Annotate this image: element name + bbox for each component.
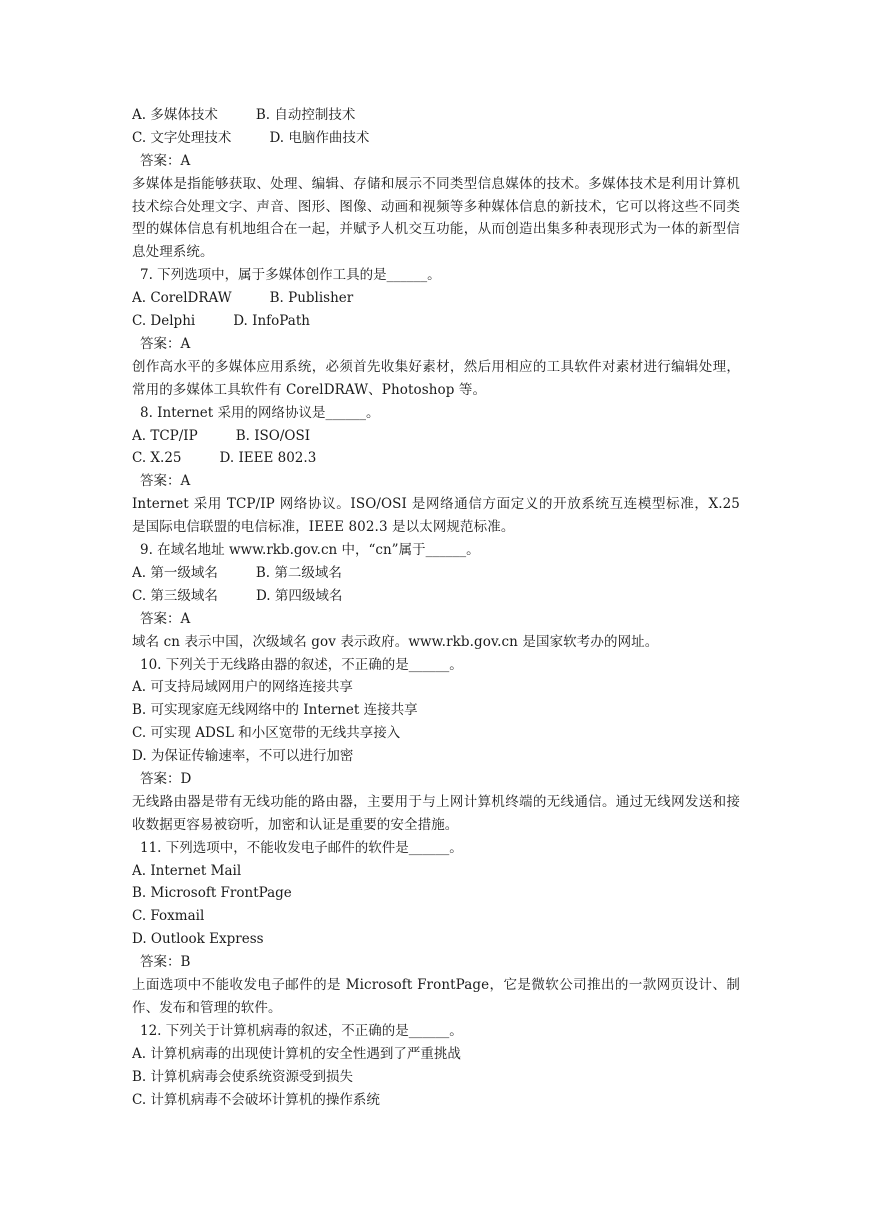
- option-text: B. Publisher: [269, 290, 354, 307]
- option-text: A. CorelDRAW: [132, 290, 232, 307]
- option-text: C. 文字处理技术: [132, 129, 232, 146]
- option-row: [132, 447, 809, 470]
- question-text: 7. 下列选项中，属于多媒体创作工具的是______。: [140, 267, 441, 284]
- option-text: D. IEEE 802.3: [219, 450, 317, 467]
- option-text: C. Foxmail: [132, 908, 205, 925]
- option-text: B. ISO/OSI: [235, 427, 311, 444]
- option-row: [132, 310, 809, 333]
- option-row: [132, 104, 809, 127]
- option-text: D. 第四级域名: [255, 587, 343, 604]
- question-text: 10. 下列关于无线路由器的叙述，不正确的是______。: [140, 656, 463, 673]
- option-row: [132, 562, 809, 585]
- option-text: D. Outlook Express: [132, 931, 264, 948]
- explanation-paragraph: 域名 cn 表示中国，次级域名 gov 表示政府。www.rkb.gov.cn 是国家软考办的网址。: [132, 633, 659, 650]
- option-text: B. 自动控制技术: [255, 107, 356, 123]
- question-text: 12. 下列关于计算机病毒的叙述，不正确的是______。: [140, 1022, 463, 1039]
- question-text: 11. 下列选项中，不能收发电子邮件的软件是______。: [140, 839, 463, 856]
- option-row: [132, 127, 809, 150]
- option-text: A. 第一级域名: [132, 564, 218, 581]
- option-text: B. 可实现家庭无线网络中的 Internet 连接共享: [132, 702, 418, 719]
- option-text: B. 第二级域名: [255, 564, 342, 581]
- answer-text: 答案：A: [140, 473, 191, 490]
- explanation-paragraph: 创作高水平的多媒体应用系统，必须首先收集好素材，然后用相应的工具软件对素材进行编辑处理，常用的多媒体工具软件有 CorelDRAW、Photoshop 等。: [132, 358, 740, 398]
- explanation-paragraph: 多媒体是指能够获取、处理、编辑、存储和展示不同类型信息媒体的技术。多媒体技术是利用计算机技术综合处理文字、声音、图形、图像、动画和视频等多种媒体信息的新技术，它可以将这些不同类型的媒体信息有机地组合在一起，并赋予人机交互功能，从而创造出集多种表现形式为一体的新型信息处理系统。: [132, 175, 740, 261]
- option-text: B. 计算机病毒会使系统资源受到损失: [132, 1068, 354, 1085]
- option-text: B. Microsoft FrontPage: [132, 885, 292, 902]
- answer-text: 答案：A: [140, 152, 191, 169]
- option-text: D. 为保证传输速率，不可以进行加密: [132, 748, 354, 765]
- option-text: C. 可实现 ADSL 和小区宽带的无线共享接入: [132, 725, 401, 742]
- option-row: [132, 287, 809, 310]
- option-text: A. 计算机病毒的出现使计算机的安全性遇到了严重挑战: [132, 1045, 461, 1062]
- option-text: A. 可支持局域网用户的网络连接共享: [132, 679, 353, 696]
- question-text: 9. 在域名地址 www.rkb.gov.cn 中，“cn”属于______。: [140, 542, 480, 559]
- answer-text: 答案：A: [140, 610, 191, 627]
- option-text: C. 第三级域名: [132, 587, 218, 604]
- explanation-paragraph: 无线路由器是带有无线功能的路由器，主要用于与上网计算机终端的无线通信。通过无线网发送和接收数据更容易被窃听，加密和认证是重要的安全措施。: [132, 793, 740, 833]
- explanation-paragraph: Internet 采用 TCP/IP 网络协议。ISO/OSI 是网络通信方面定义的开放系统互连模型标准，X.25 是国际电信联盟的电信标准，IEEE 802.3 是以太网规范标准。: [132, 496, 740, 536]
- option-row: [132, 425, 809, 448]
- option-text: C. X.25: [132, 450, 182, 467]
- question-text: 8. Internet 采用的网络协议是______。: [140, 404, 380, 421]
- option-text: C. 计算机病毒不会破坏计算机的操作系统: [132, 1091, 380, 1108]
- option-text: D. InfoPath: [233, 313, 310, 330]
- option-text: A. Internet Mail: [132, 862, 242, 879]
- option-text: A. TCP/IP: [132, 427, 198, 444]
- answer-text: 答案：D: [140, 770, 192, 787]
- answer-text: 答案：A: [140, 335, 191, 352]
- explanation-paragraph: 上面选项中不能收发电子邮件的是 Microsoft FrontPage，它是微软公司推出的一款网页设计、制作、发布和管理的软件。: [132, 977, 740, 1016]
- option-text: D. 电脑作曲技术: [269, 129, 370, 146]
- answer-text: 答案：B: [140, 954, 191, 971]
- option-text: C. Delphi: [132, 313, 196, 330]
- option-row: [132, 585, 809, 608]
- option-text: A. 多媒体技术: [132, 107, 218, 123]
